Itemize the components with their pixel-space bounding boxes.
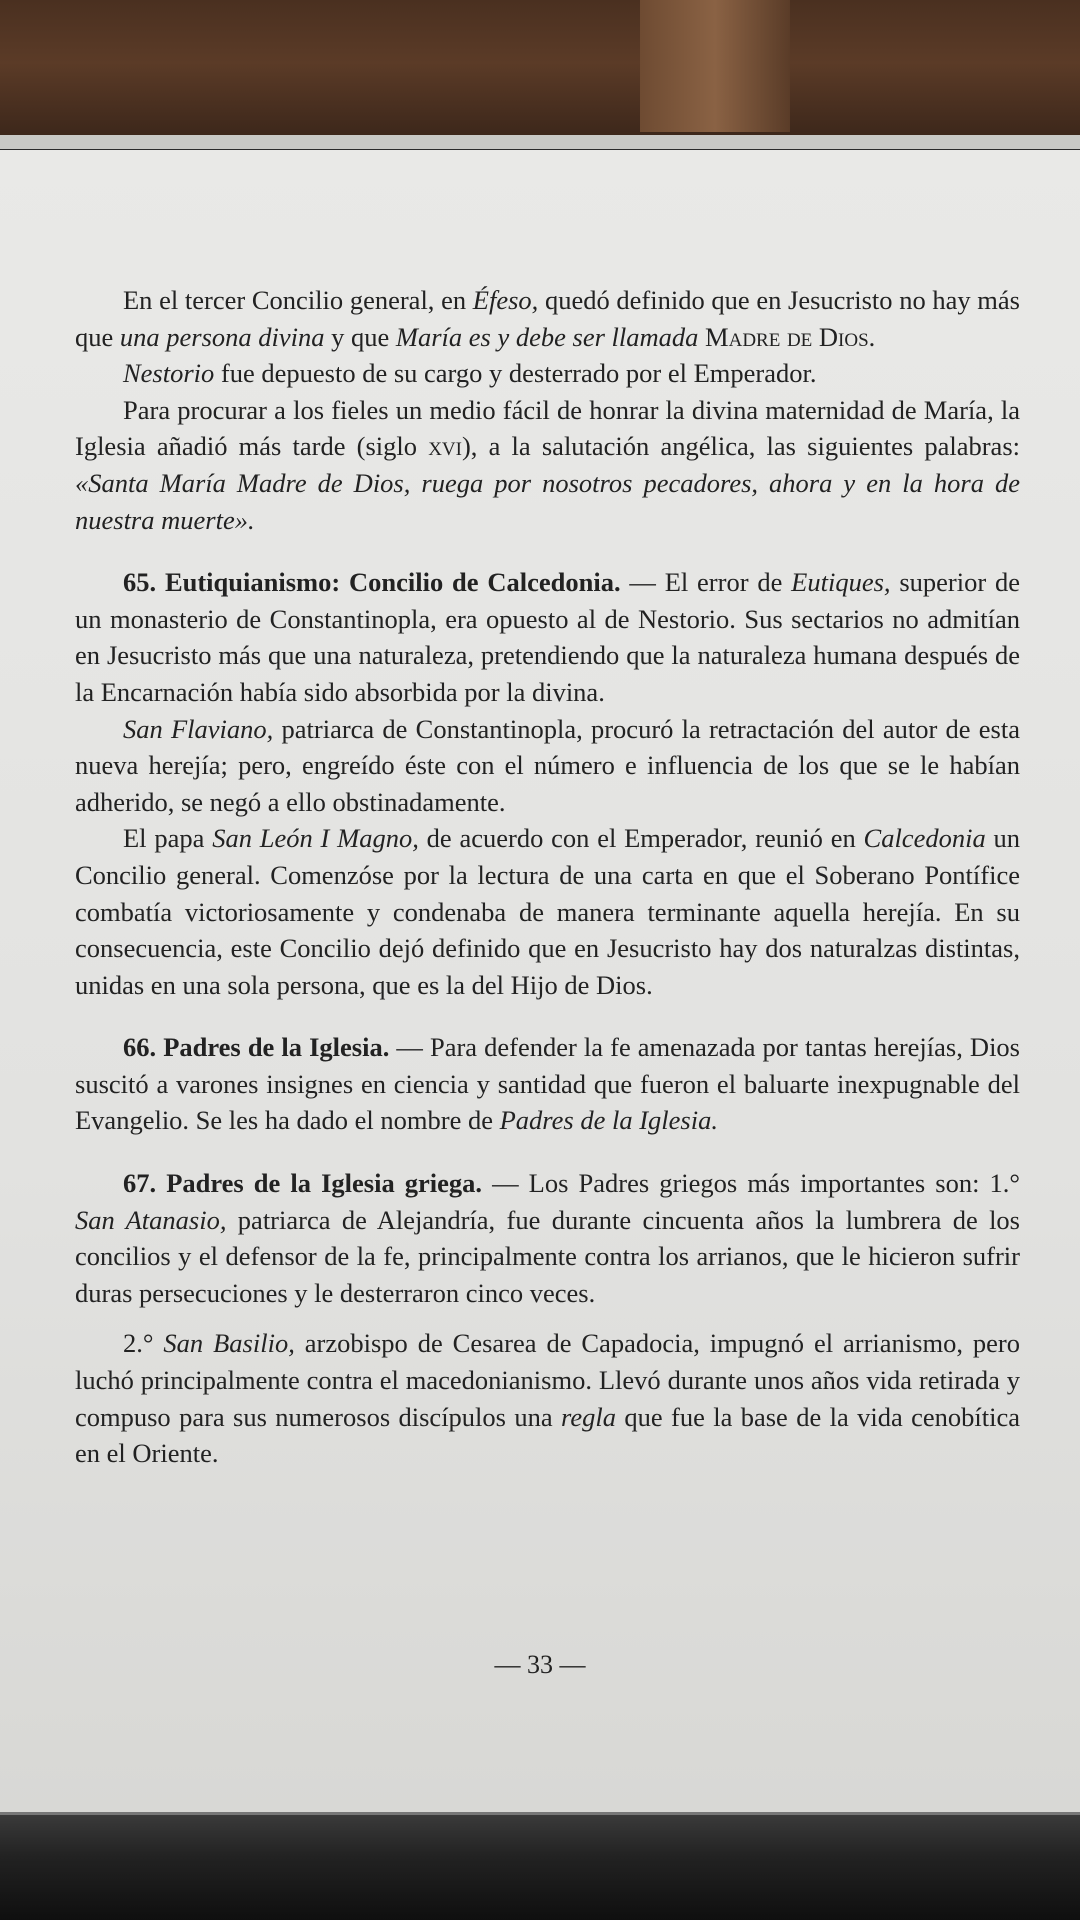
book-page xyxy=(0,150,1080,1815)
table-surface xyxy=(0,0,1080,140)
book-cover-bottom xyxy=(0,1815,1080,1920)
paragraph-ave-maria: Para procurar a los fieles un medio fácil de honrar la divina maternidad de María, la Iglesia añadió más tarde (siglo xvi), a la salutación angélica, las siguientes palabras: «Santa María Madre de Dios, ruega por nosotros pecadores, ahora y en la hora de nuestra muerte». xyxy=(75,394,1020,535)
paragraph-basilio: 2.° San Basilio, arzobispo de Cesarea de Capadocia, impugnó el arrianismo, pero luchó principalmente contra el macedonianismo. Llevó durante unos años vida retirada y compuso para sus numerosos discípulos una regla que fue la base de la vida cenobítica en el Oriente. xyxy=(75,1328,1020,1469)
paragraph-nestorio: Nestorio fue depuesto de su cargo y desterrado por el Emperador. xyxy=(123,358,817,389)
section-65: 65. Eutiquianismo: Concilio de Calcedonia. — El error de Eutiques, superior de un monasterio de Constantinopla, era opuesto al de Nestorio. Sus sectarios no admitían en Jesucristo más que una naturaleza, pretendiendo que la naturaleza humana después de la Encarnación había sido absorbida por la divina. xyxy=(75,567,1020,707)
section-67: 67. Padres de la Iglesia griega. — Los Padres griegos más importantes son: 1.° San Atanasio, patriarca de Alejandría, fue durante cincuenta años la lumbrera de los concilios y el defensor de la fe, principalmente contra los arrianos, que le hicieron sufrir duras persecuciones y le desterraron cinco veces. xyxy=(75,1168,1020,1308)
page-number: — 33 — xyxy=(494,1650,586,1679)
paragraph-leon: El papa San León I Magno, de acuerdo con el Emperador, reunió en Calcedonia un Concilio general. Comenzóse por la lectura de una carta en que el Soberano Pontífice combatía victoriosamente y condenaba de manera terminante aquella herejía. En su consecuencia, este Concilio dejó definido que en Jesucristo hay dos naturalzas distintas, unidas en una sola persona, que es la del Hijo de Dios. xyxy=(75,823,1021,1000)
section-66: 66. Padres de la Iglesia. — Para defender la fe amenazada por tantas herejías, Dios suscitó a varones insignes en ciencia y santidad que fueron el baluarte inexpugnable del Evangelio. Se les ha dado el nombre de Padres de la Iglesia. xyxy=(75,1032,1020,1136)
paragraph-flaviano: San Flaviano, patriarca de Constantinopla, procuró la retractación del autor de esta nueva herejía; pero, engreído éste con el número e influencia de los que se le habían adherido, se negó a ello obstinadamente. xyxy=(75,713,1020,817)
paragraph-efeso: En el tercer Concilio general, en Éfeso, quedó definido que en Jesucristo no hay más que una persona divina y que María es y debe ser llamada Madre de Dios. xyxy=(75,285,1020,352)
page-body xyxy=(75,282,1020,1472)
wooden-object xyxy=(640,0,790,132)
